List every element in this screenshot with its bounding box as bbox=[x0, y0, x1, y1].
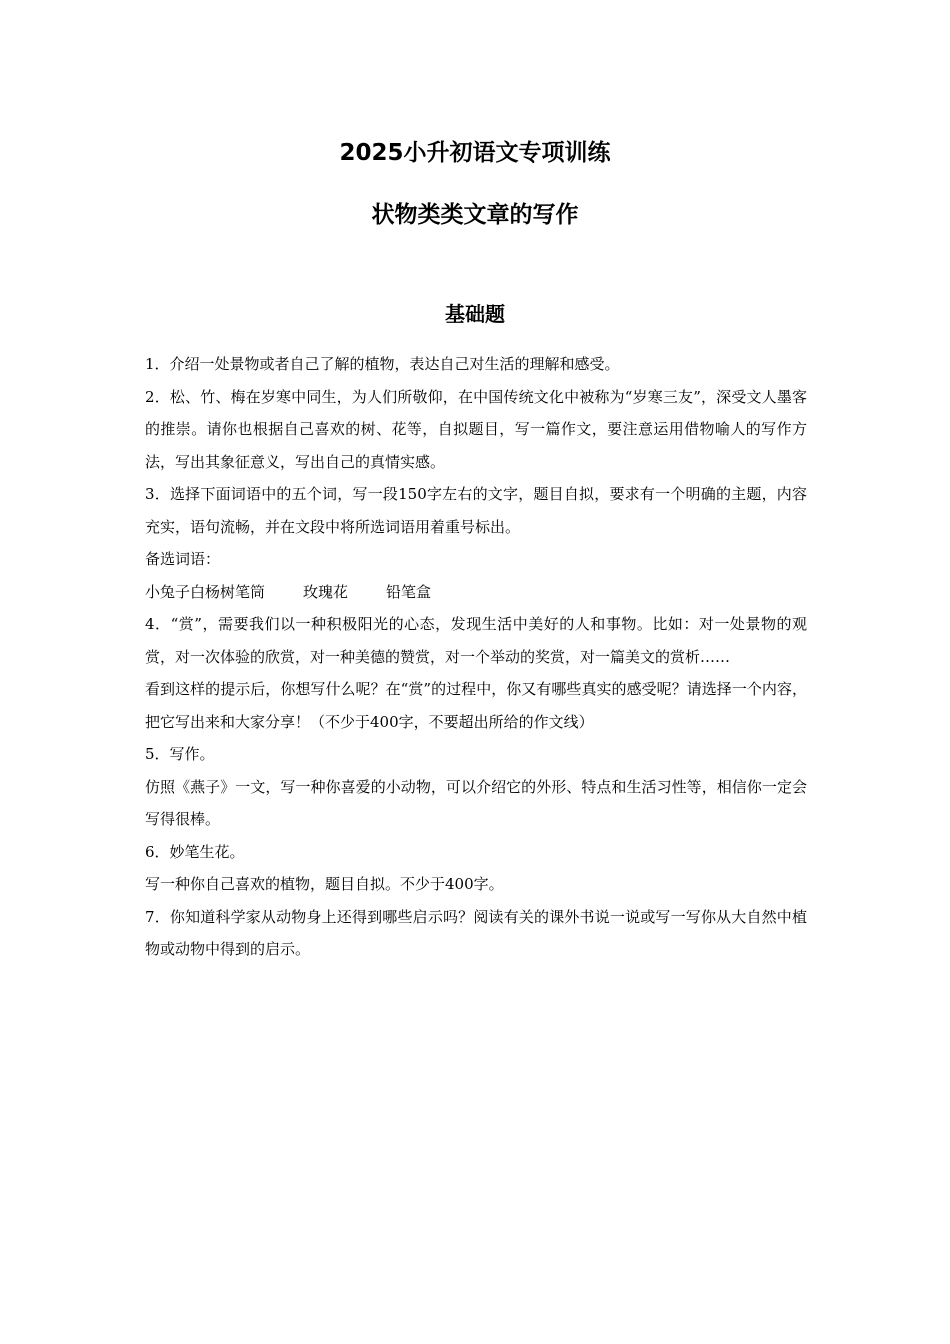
question-list bbox=[145, 348, 807, 966]
word-option-1: 小兔子白杨树笔筒 bbox=[145, 582, 266, 601]
question-1: 1．介绍一处景物或者自己了解的植物，表达自己对生活的理解和感受。 bbox=[145, 355, 620, 373]
question-6-prompt: 写一种你自己喜欢的植物，题目自拟。不少于400字。 bbox=[145, 875, 504, 893]
document-subtitle: 状物类类文章的写作 bbox=[371, 202, 579, 228]
word-option-2: 玫瑰花 bbox=[303, 582, 349, 601]
question-4: 4．“赏”，需要我们以一种积极阳光的心态，发现生活中美好的人和事物。比如：对一处景物的观赏，对一次体验的欣赏，对一种美德的赞赏，对一个举动的奖赏，对一篇美文的赏析…… bbox=[145, 615, 807, 666]
question-3: 3．选择下面词语中的五个词，写一段150字左右的文字，题目自拟，要求有一个明确的主题，内容充实，语句流畅，并在文段中将所选词语用着重号标出。 bbox=[145, 485, 807, 536]
question-3-word-list bbox=[145, 576, 807, 609]
question-5-prompt: 仿照《燕子》一文，写一种你喜爱的小动物，可以介绍它的外形、特点和生活习性等，相信你一定会写得很棒。 bbox=[145, 777, 807, 828]
question-4-prompt: 看到这样的提示后，你想写什么呢？在“赏”的过程中，你又有哪些真实的感受呢？请选择一个内容，把它写出来和大家分享！（不少于400字，不要超出所给的作文线） bbox=[145, 680, 807, 731]
question-3-label: 备选词语： bbox=[145, 550, 221, 568]
question-2: 2．松、竹、梅在岁寒中同生，为人们所敬仰，在中国传统文化中被称为“岁寒三友”，深受文人墨客的推崇。请你也根据自己喜欢的树、花等，自拟题目，写一篇作文，要注意运用借物喻人的写作方法，写出其象征意义，写出自己的真情实感。 bbox=[145, 387, 807, 471]
question-6: 6．妙笔生花。 bbox=[145, 842, 245, 861]
question-7: 7．你知道科学家从动物身上还得到哪些启示吗？阅读有关的课外书说一说或写一写你从大自然中植物或动物中得到的启示。 bbox=[145, 907, 807, 958]
question-5: 5．写作。 bbox=[145, 745, 215, 763]
word-option-3: 铅笔盒 bbox=[386, 582, 432, 601]
section-heading: 基础题 bbox=[445, 302, 505, 326]
document-title: 2025小升初语文专项训练 bbox=[339, 140, 611, 166]
